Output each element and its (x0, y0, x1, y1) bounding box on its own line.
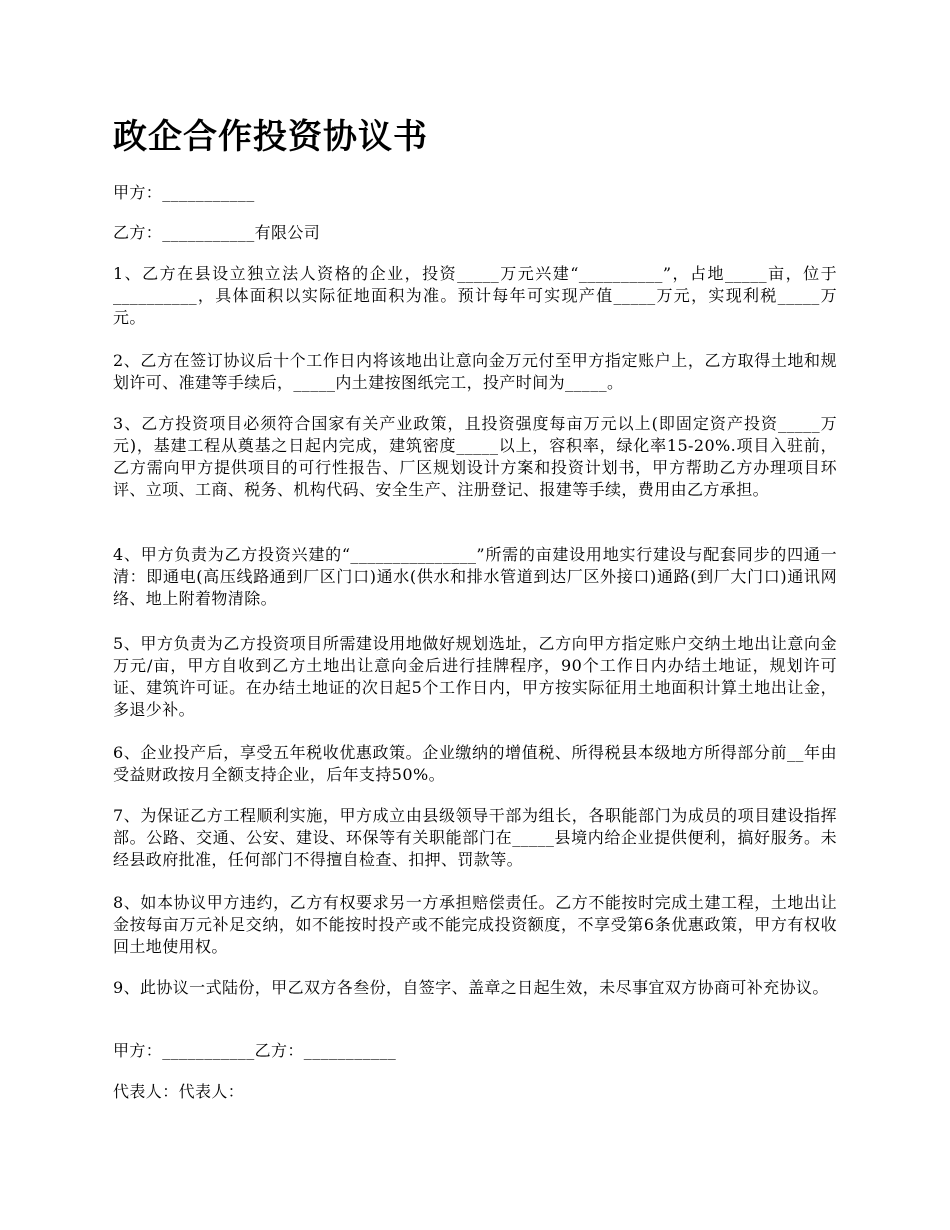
clause-6: 6、企业投产后，享受五年税收优惠政策。企业缴纳的增值税、所得税县本级地方所得部分前__年由受益财政按月全额支持企业，后年支持50%。 (113, 743, 837, 784)
clause-3: 3、乙方投资项目必须符合国家有关产业政策，且投资强度每亩万元以上(即固定资产投资_____万元)，基建工程从奠基之日起内完成，建筑密度_____以上，容积率，绿化率15-20%.项目入驻前，乙方需向甲方提供项目的可行性报告、厂区规划设计方案和投资计划书，甲方帮助乙方办理项目环评、立项、工商、税务、机构代码、安全生产、注册登记、报建等手续，费用由乙方承担。 (113, 414, 837, 499)
signature-line: 甲方：___________乙方：___________ (113, 1041, 397, 1060)
clause-9: 9、此协议一式陆份，甲乙双方各叁份，自签字、盖章之日起生效，未尽事宜双方协商可补充协议。 (113, 978, 829, 997)
party-a-line: 甲方：___________ (113, 183, 255, 202)
clause-1: 1、乙方在县设立独立法人资格的企业，投资_____万元兴建“__________”，占地_____亩，位于__________，具体面积以实际征地面积为准。预计每年可实现产值_____万元，实现利税_____万元。 (113, 264, 837, 327)
document-title: 政企合作投资协议书 (113, 117, 428, 157)
clause-4: 4、甲方负责为乙方投资兴建的“_______________”所需的亩建设用地实行建设与配套同步的四通一清：即通电(高压线路通到厂区门口)通水(供水和排水管道到达厂区外接口)通路(到厂大门口)通讯网络、地上附着物清除。 (113, 545, 837, 608)
clause-7: 7、为保证乙方工程顺利实施，甲方成立由县级领导干部为组长，各职能部门为成员的项目建设指挥部。公路、交通、公安、建设、环保等有关职能部门在_____县境内给企业提供便利，搞好服务。未经县政府批准，任何部门不得擅自检查、扣押、罚款等。 (113, 806, 837, 869)
clause-5: 5、甲方负责为乙方投资项目所需建设用地做好规划选址，乙方向甲方指定账户交纳土地出让意向金万元/亩，甲方自收到乙方土地出让意向金后进行挂牌程序，90个工作日内办结土地证，规划许可证、建筑许可证。在办结土地证的次日起5个工作日内，甲方按实际征用土地面积计算土地出让金，多退少补。 (113, 634, 837, 719)
party-b-line: 乙方：___________有限公司 (113, 223, 321, 242)
representative-line: 代表人：代表人： (113, 1082, 245, 1101)
clause-2: 2、乙方在签订协议后十个工作日内将该地出让意向金万元付至甲方指定账户上，乙方取得土地和规划许可、准建等手续后，_____内土建按图纸完工，投产时间为_____。 (113, 351, 837, 392)
clause-8: 8、如本协议甲方违约，乙方有权要求另一方承担赔偿责任。乙方不能按时完成土建工程，土地出让金按每亩万元补足交纳，如不能按时投产或不能完成投资额度，不享受第6条优惠政策，甲方有权收回土地使用权。 (113, 893, 837, 956)
